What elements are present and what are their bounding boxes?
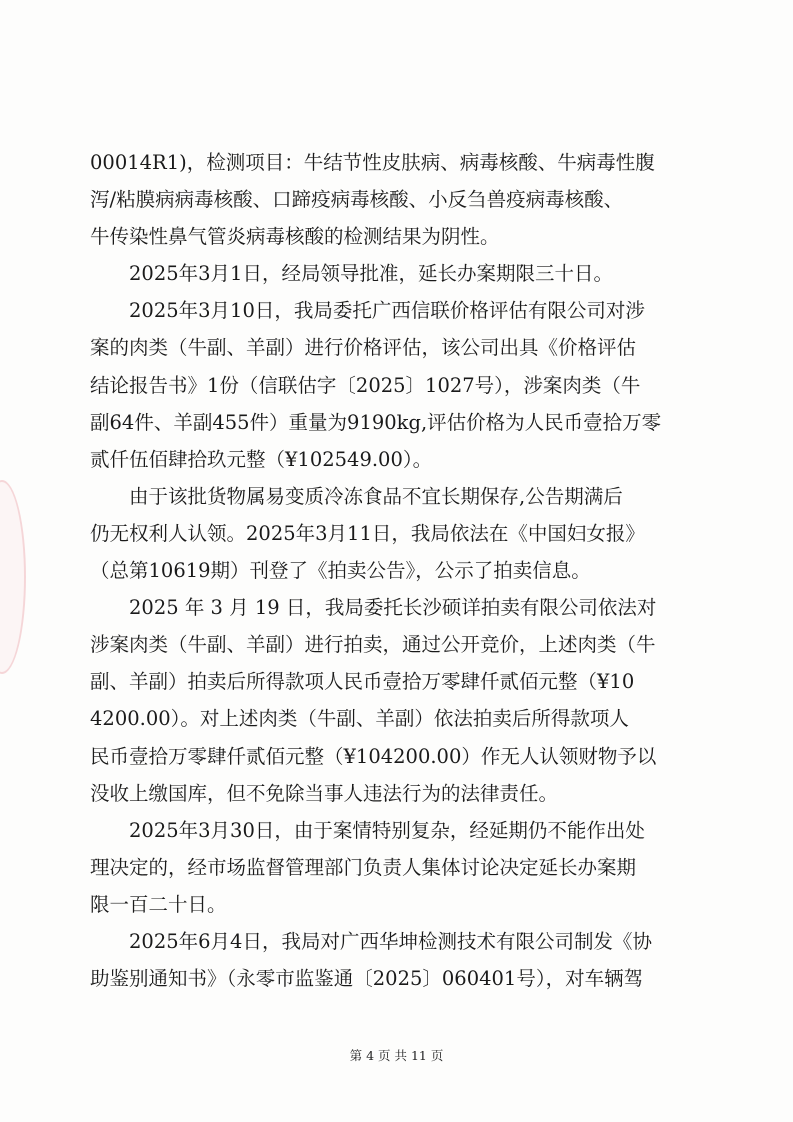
text-line: 泻/粘膜病病毒核酸、口蹄疫病毒核酸、小反刍兽疫病毒核酸、 [90,188,624,212]
text-line: 限一百二十日。 [90,892,227,916]
text-line: 2025年3月1日，经局领导批准，延长办案期限三十日。 [90,262,613,286]
text-line: 副64件、羊副455件）重量为9190kg,评估价格为人民币壹拾万零 [90,410,662,434]
text-line: 00014R1)，检测项目：牛结节性皮肤病、病毒核酸、牛病毒性腹 [90,151,655,174]
text-line: 助鉴别通知书》（永零市监鉴通〔2025〕060401号），对车辆驾 [90,967,644,991]
text-line: 结论报告书》1份（信联估字〔2025〕1027号），涉案肉类（牛 [90,373,641,397]
text-line: 贰仟伍佰肆拾玖元整（¥102549.00）。 [90,447,433,471]
text-line: 牛传染性鼻气管炎病毒核酸的检测结果为阴性。 [90,225,500,249]
text-line: 民币壹拾万零肆仟贰佰元整（¥104200.00）作无人认领财物予以 [90,744,657,768]
text-line: 2025 年 3 月 19 日，我局委托长沙硕详拍卖有限公司依法对 [90,596,657,620]
text-line: 没收上缴国库，但不免除当事人违法行为的法律责任。 [90,781,559,805]
text-line: 2025年3月10日，我局委托广西信联价格评估有限公司对涉 [90,299,645,323]
text-line: 涉案肉类（牛副、羊副）进行拍卖，通过公开竞价，上述肉类（牛 [90,633,656,657]
text-line: 2025年6月4日，我局对广西华坤检测技术有限公司制发《协 [90,929,652,953]
text-line: 2025年3月30日，由于案情特别复杂，经延期仍不能作出处 [90,818,645,842]
text-line: 理决定的，经市场监督管理部门负责人集体讨论决定延长办案期 [90,855,637,879]
text-line: 仍无权利人认领。2025年3月11日，我局依法在《中国妇女报》 [90,521,645,545]
text-line: 副、羊副）拍卖后所得款项人民币壹拾万零肆仟贰佰元整（¥10 [90,670,635,694]
seal-edge-mark [0,480,26,674]
document-body [90,144,694,997]
text-line: 4200.00）。对上述肉类（牛副、羊副）依法拍卖后所得款项人 [90,707,629,731]
text-line: 案的肉类（牛副、羊副）进行价格评估，该公司出具《价格评估 [90,336,637,360]
page-number: 第 4 页 共 11 页 [349,1048,444,1063]
text-line: 由于该批货物属易变质冷冻食品不宜长期保存,公告期满后 [90,484,623,508]
text-line: （总第10619期）刊登了《拍卖公告》，公示了拍卖信息。 [90,559,591,583]
